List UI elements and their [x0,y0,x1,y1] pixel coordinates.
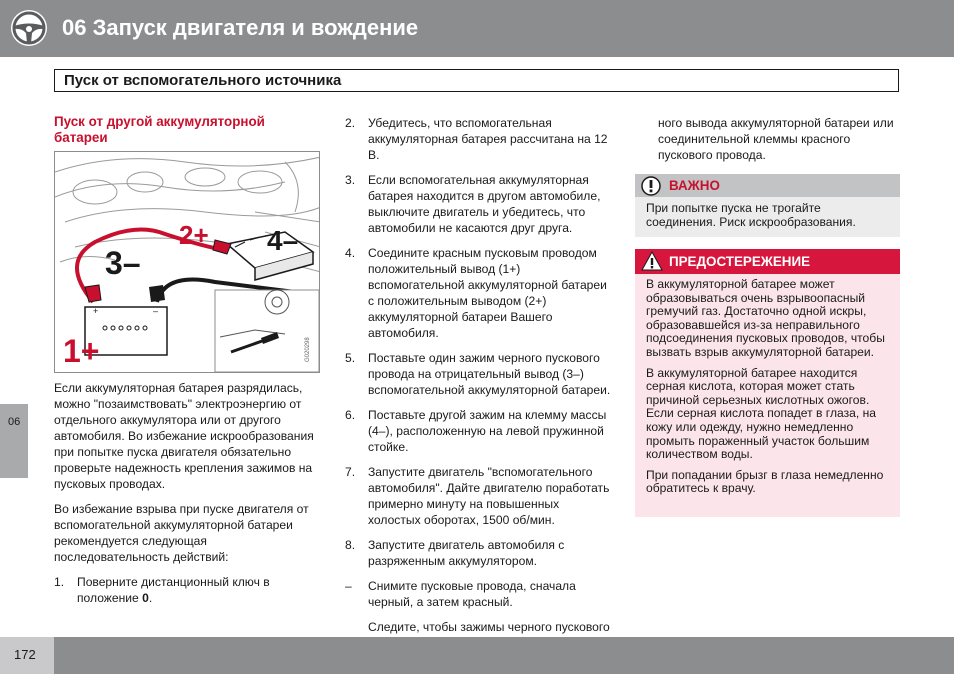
page-footer [0,637,954,674]
important-title-bar [635,174,900,197]
warning-paragraph: В аккумуляторной батарее может образовываться очень взрывоопасный гремучий газ. Достаточно одной искры, образовавшейся из-за неправильного подсоединения пусковых проводов, чтобы вызвать взрыв аккумуляторной батареи. [646,277,885,359]
explosion-paragraph: Во избежание взрыва при пуске двигателя от вспомогательной аккумуляторной батареи рекомендуется следующая последовательность действий: [54,502,309,564]
chapter-tab [0,404,28,478]
subsection-heading: Пуск от другой аккумуляторной батареи [54,114,265,145]
step-text: Убедитесь, что вспомогательная аккумуляторная батарея рассчитана на 12 В. [368,116,608,162]
step-number: 1. [54,575,65,589]
page-header [0,0,954,57]
step-item [54,574,322,606]
page-number: 172 [14,647,36,662]
step-text: Поверните дистанционный ключ в положение [77,575,270,605]
step-number: 3. [345,173,356,187]
step-item [345,115,615,163]
step-text: Соедините красным пусковым проводом положительный вывод (1+) вспомогательной аккумуляторной батареи с положительным выводом (2+) аккумуляторной батареи Вашего автомобиля. [368,246,607,340]
important-box [635,174,900,237]
step-text: Запустите двигатель "вспомогательного автомобиля". Дайте двигателю поработать примерно минуту на повышенных холостых оборотах, 1500 об/мин. [368,465,610,527]
warning-paragraph: В аккумуляторной батарее находится серная кислота, которая может стать причиной серьезных кислотных ожогов. Если серная кислота попадет в глаза, на кожу или одежду, нужно немедленно промыть пораженный участок большим количеством воды. [646,365,876,462]
step-number: 8. [345,538,356,552]
intro-paragraph: Если аккумуляторная батарея разрядилась, можно "позаимствовать" электроэнергию от отдельного аккумулятора или от другого автомобиля. Во избежание искрообразования при попытке пуска двигателя обязательно проверьте надежность крепления зажимов на пусковых проводах. [54,381,314,491]
chapter-title: 06 Запуск двигателя и вождение [62,15,419,40]
middle-column [345,115,615,660]
label-4-minus: 4– [267,225,299,256]
warning-body [635,274,900,496]
step-number: 5. [345,351,356,365]
step-end: . [148,591,153,605]
exclamation-icon [641,176,661,196]
step-item [345,407,615,455]
step-item [345,537,615,569]
step-text: Поставьте другой зажим на клемму массы (4–), расположенную на левой пружинной стойке. [368,408,607,454]
step-number: – [345,579,352,593]
jump-start-illustration [54,151,320,373]
step-number: 7. [345,465,356,479]
section-title-box [54,69,899,92]
continuation-text: ного вывода аккумуляторной батареи или соединительной клеммы красного пускового провода. [658,116,894,162]
step-text: Поставьте один зажим черного пускового провода на отрицательный вывод (3–) вспомогательной аккумуляторной батареи. [368,351,611,397]
key-position: 0 [142,591,149,605]
step-item [345,578,615,610]
jump-start-diagram [55,152,320,373]
svg-text:–: – [153,306,159,316]
important-title: ВАЖНО [669,178,720,193]
step-number: 2. [345,116,356,130]
label-1-plus: 1+ [63,333,100,369]
step-item [345,172,615,236]
step-item [345,350,615,398]
steering-wheel-icon [10,9,48,47]
figure-code: G020298 [305,337,311,362]
step-number: 4. [345,246,356,260]
left-column-body [54,380,322,615]
warning-title: ПРЕДОСТЕРЕЖЕНИЕ [669,254,811,269]
ground-point-inset [215,290,319,372]
page-number-box [0,637,54,674]
step-text: Снимите пусковые провода, сначала черный, а затем красный. [368,579,576,609]
important-text: При попытке пуска не трогайте соединения. Риск искрообразования. [646,201,856,229]
left-column-heading-wrap [54,114,322,146]
step-text: Если вспомогательная аккумуляторная батарея находится в другом автомобиле, выключите двигатель и убедитесь, что автомобили не касаются друг друга. [368,173,601,235]
warning-title-bar [635,249,900,274]
chapter-tab-label: 06 [8,416,21,428]
warning-triangle-icon [641,251,663,271]
step-item [345,245,615,341]
step-item [345,464,615,528]
continuation-text: Следите, чтобы зажимы черного пускового [368,620,610,634]
step-text: Запустите двигатель автомобиля с разряженным аккумулятором. [368,538,565,568]
warning-box [635,249,900,517]
warning-paragraph: При попадании брызг в глаза немедленно обратитесь к врачу. [646,467,884,496]
label-2-plus: 2+ [179,220,209,250]
svg-text:+: + [93,306,99,316]
right-column-continuation [635,115,900,163]
black-clamps [149,285,165,302]
section-title: Пуск от вспомогательного источника [64,72,342,89]
step-number: 6. [345,408,356,422]
label-3-minus: 3– [105,245,141,281]
